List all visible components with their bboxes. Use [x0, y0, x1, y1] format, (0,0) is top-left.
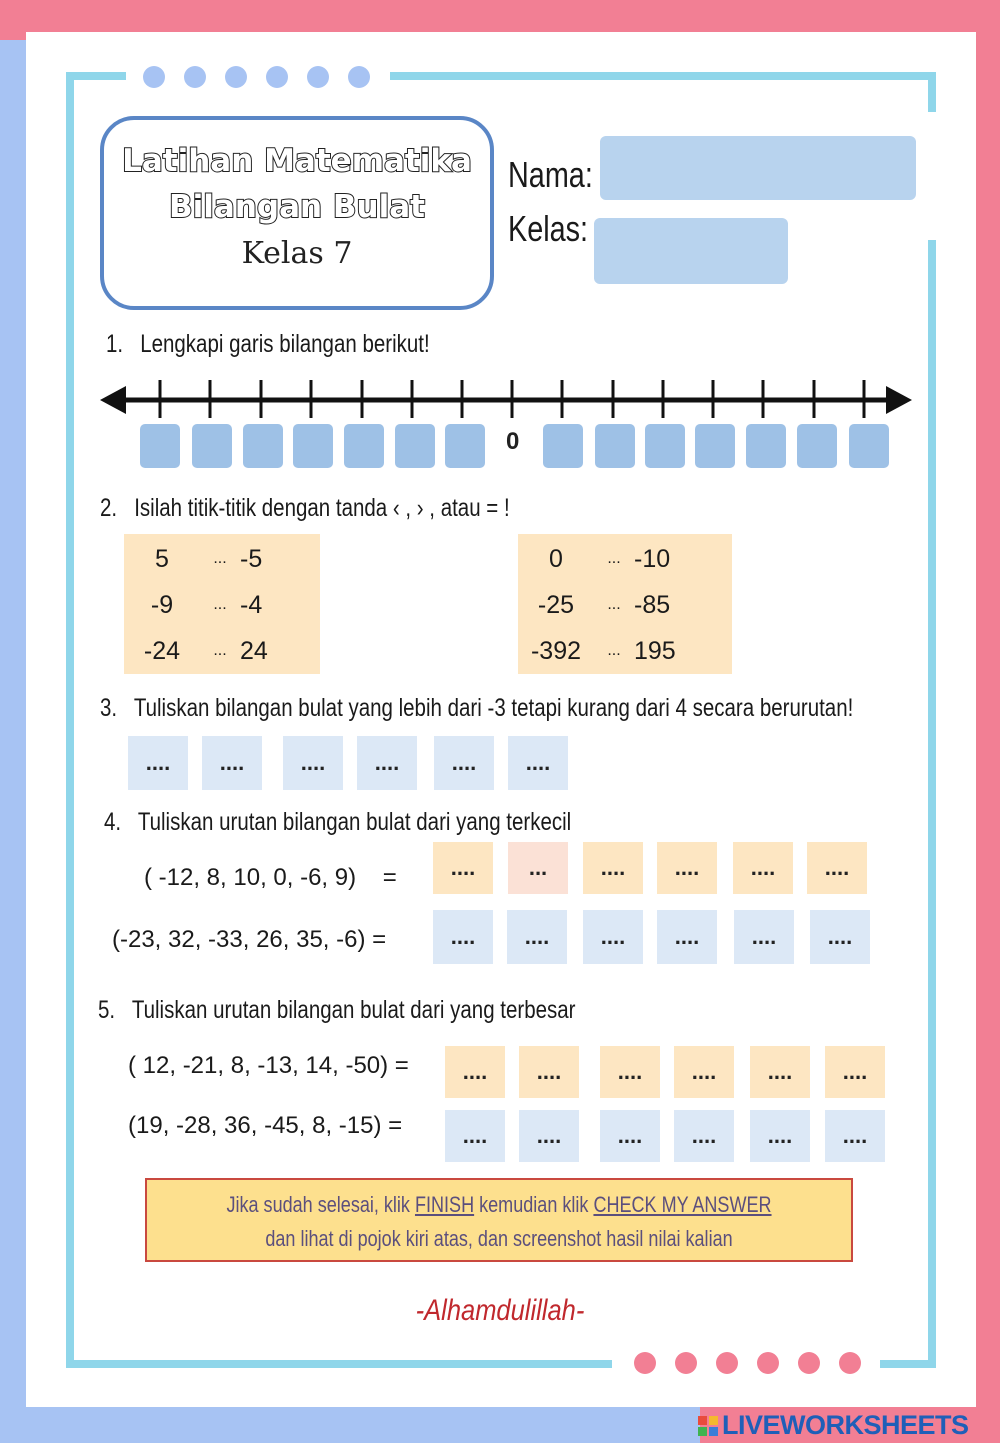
- q4-set-2: (-23, 32, -33, 26, 35, -6) =: [112, 926, 387, 953]
- q4-answer-box-row2[interactable]: ....: [433, 910, 493, 964]
- q3-answer-box[interactable]: ....: [202, 736, 262, 790]
- compare-value-a: -25: [537, 590, 575, 619]
- compare-value-b: -4: [240, 590, 263, 619]
- title-line-1: Latihan Matematika: [122, 143, 472, 179]
- decor-dot: [184, 66, 206, 88]
- compare-row: [518, 582, 732, 628]
- number-line-answer-box[interactable]: [595, 424, 635, 468]
- instruction-note: [145, 1178, 853, 1262]
- compare-value-a: 0: [549, 544, 563, 573]
- decor-dot: [675, 1352, 697, 1374]
- finish-link[interactable]: FINISH: [414, 1192, 475, 1217]
- title-line-3: Kelas 7: [241, 236, 353, 271]
- q4-question: Tuliskan urutan bilangan bulat dari yang terkecil: [137, 808, 572, 836]
- compare-value-b: -5: [240, 544, 263, 573]
- q5-answer-box-row1[interactable]: ....: [600, 1046, 660, 1098]
- q4-number: 4.: [104, 808, 122, 836]
- class-label: Kelas:: [508, 208, 589, 249]
- decor-dot: [307, 66, 329, 88]
- q5-answer-box-row2[interactable]: ....: [519, 1110, 579, 1162]
- compare-value-a: -9: [150, 590, 174, 619]
- compare-row: [124, 536, 320, 582]
- q4-answer-box-row1[interactable]: ....: [657, 842, 717, 894]
- compare-answer-slot[interactable]: ...: [607, 596, 621, 613]
- q5-number: 5.: [98, 996, 116, 1024]
- q4-answer-box-row2[interactable]: ....: [734, 910, 794, 964]
- q5-answer-box-row1[interactable]: ....: [674, 1046, 734, 1098]
- decor-dot: [634, 1352, 656, 1374]
- q4-answer-box-row1[interactable]: ....: [433, 842, 493, 894]
- compare-value-a: -392: [530, 636, 582, 665]
- decor-dot: [225, 66, 247, 88]
- compare-value-a: 5: [155, 544, 169, 573]
- compare-panel-left: [124, 534, 320, 674]
- q3-text: [100, 694, 853, 723]
- q4-answer-box-row2[interactable]: ....: [507, 910, 567, 964]
- number-line-answer-box[interactable]: [695, 424, 735, 468]
- q5-answer-box-row2[interactable]: ....: [674, 1110, 734, 1162]
- decor-dot: [798, 1352, 820, 1374]
- q4-answer-box-row1[interactable]: ....: [733, 842, 793, 894]
- compare-value-b: -85: [634, 590, 671, 619]
- compare-answer-slot[interactable]: ...: [607, 642, 621, 659]
- number-line-answer-box[interactable]: [293, 424, 333, 468]
- q5-answer-box-row1[interactable]: ....: [445, 1046, 505, 1098]
- number-line: [96, 372, 916, 432]
- q5-answer-box-row1[interactable]: ....: [519, 1046, 579, 1098]
- q4-answer-box-row1[interactable]: ....: [807, 842, 867, 894]
- number-line-answer-box[interactable]: [746, 424, 786, 468]
- compare-value-b: 24: [240, 636, 268, 665]
- frame-right-top: [928, 72, 936, 112]
- q5-set-1: ( 12, -21, 8, -13, 14, -50) =: [128, 1052, 409, 1079]
- q5-answer-box-row1[interactable]: ....: [825, 1046, 885, 1098]
- compare-row: [518, 536, 732, 582]
- decor-dot: [757, 1352, 779, 1374]
- zero-label: 0: [506, 428, 520, 455]
- q2-text: [100, 494, 510, 523]
- number-line-answer-box[interactable]: [849, 424, 889, 468]
- frame-bottom-right: [880, 1360, 936, 1368]
- q1-text: [106, 330, 430, 359]
- arrow-right-icon: [886, 386, 912, 414]
- q4-text: [104, 808, 571, 837]
- compare-answer-slot[interactable]: ...: [213, 642, 227, 659]
- q5-set-2: (19, -28, 36, -45, 8, -15) =: [128, 1112, 403, 1139]
- q2-number: 2.: [100, 494, 118, 522]
- compare-row: [518, 628, 732, 674]
- q3-question: Tuliskan bilangan bulat yang lebih dari -3 tetapi kurang dari 4 secara berurutan!: [133, 694, 854, 722]
- q4-answer-box-row1[interactable]: ....: [583, 842, 643, 894]
- number-line-answer-box[interactable]: [192, 424, 232, 468]
- number-line-answer-box[interactable]: [645, 424, 685, 468]
- q3-number: 3.: [100, 694, 118, 722]
- number-line-answer-box[interactable]: [243, 424, 283, 468]
- closing-text: -Alhamdulillah-: [415, 1294, 585, 1327]
- decor-dot: [143, 66, 165, 88]
- title-box: [100, 116, 494, 310]
- q4-answer-box-row2[interactable]: ....: [810, 910, 870, 964]
- compare-answer-slot[interactable]: ...: [213, 550, 227, 567]
- q5-question: Tuliskan urutan bilangan bulat dari yang terbesar: [131, 996, 576, 1024]
- brand-icon: [698, 1416, 718, 1436]
- decor-dot: [839, 1352, 861, 1374]
- number-line-answer-box[interactable]: [445, 424, 485, 468]
- number-line-answer-box[interactable]: [140, 424, 180, 468]
- q5-text: [98, 996, 576, 1025]
- q3-answer-box[interactable]: ....: [357, 736, 417, 790]
- q5-answer-box-row2[interactable]: ....: [750, 1110, 810, 1162]
- decor-dot: [348, 66, 370, 88]
- frame-left: [66, 72, 74, 1368]
- name-input[interactable]: [600, 136, 916, 200]
- name-label: Nama:: [508, 154, 593, 195]
- q5-answer-box-row2[interactable]: ....: [445, 1110, 505, 1162]
- number-line-answer-box[interactable]: [543, 424, 583, 468]
- q3-answer-box[interactable]: ....: [434, 736, 494, 790]
- decor-dot: [266, 66, 288, 88]
- number-line-answer-box[interactable]: [797, 424, 837, 468]
- note-line-2: dan lihat di pojok kiri atas, dan screenshot hasil nilai kalian: [265, 1226, 733, 1251]
- q4-answer-box-row2[interactable]: ....: [657, 910, 717, 964]
- q2-question: Isilah titik-titik dengan tanda ‹ , › , atau = !: [134, 494, 510, 522]
- compare-value-b: 195: [634, 636, 676, 665]
- number-line-answer-box[interactable]: [344, 424, 384, 468]
- title-line-2: Bilangan Bulat: [169, 189, 425, 225]
- note-line-1: Jika sudah selesai, klik FINISH kemudian klik CHECK MY ANSWER: [226, 1192, 772, 1217]
- q4-answer-box-row2[interactable]: ....: [583, 910, 643, 964]
- q5-answer-box-row2[interactable]: ....: [825, 1110, 885, 1162]
- frame-bottom: [66, 1360, 612, 1368]
- frame-top: [390, 72, 936, 80]
- arrow-left-icon: [100, 386, 126, 414]
- q1-number: 1.: [106, 330, 124, 358]
- compare-answer-slot[interactable]: ...: [213, 596, 227, 613]
- q3-answer-box[interactable]: ....: [128, 736, 188, 790]
- class-input[interactable]: [594, 218, 788, 284]
- frame-top-left: [66, 72, 126, 80]
- q5-answer-box-row2[interactable]: ....: [600, 1110, 660, 1162]
- q5-answer-box-row1[interactable]: ....: [750, 1046, 810, 1098]
- q1-question: Lengkapi garis bilangan berikut!: [140, 330, 430, 358]
- compare-value-b: -10: [634, 544, 671, 573]
- decor-dot: [716, 1352, 738, 1374]
- compare-row: [124, 628, 320, 674]
- q3-answer-box[interactable]: ....: [283, 736, 343, 790]
- compare-panel-right: [518, 534, 732, 674]
- check-my-answer-link[interactable]: CHECK MY ANSWER: [593, 1192, 772, 1217]
- q4-set-1: ( -12, 8, 10, 0, -6, 9) =: [144, 864, 397, 891]
- number-line-answer-box[interactable]: [395, 424, 435, 468]
- q3-answer-box[interactable]: ....: [508, 736, 568, 790]
- frame-right: [928, 240, 936, 1368]
- brand-logo: [698, 1410, 969, 1441]
- compare-row: [124, 582, 320, 628]
- compare-answer-slot[interactable]: ...: [607, 550, 621, 567]
- compare-value-a: -24: [143, 636, 181, 665]
- brand-name: LIVEWORKSHEETS: [722, 1410, 969, 1440]
- q4-answer-box-row1[interactable]: ...: [508, 842, 568, 894]
